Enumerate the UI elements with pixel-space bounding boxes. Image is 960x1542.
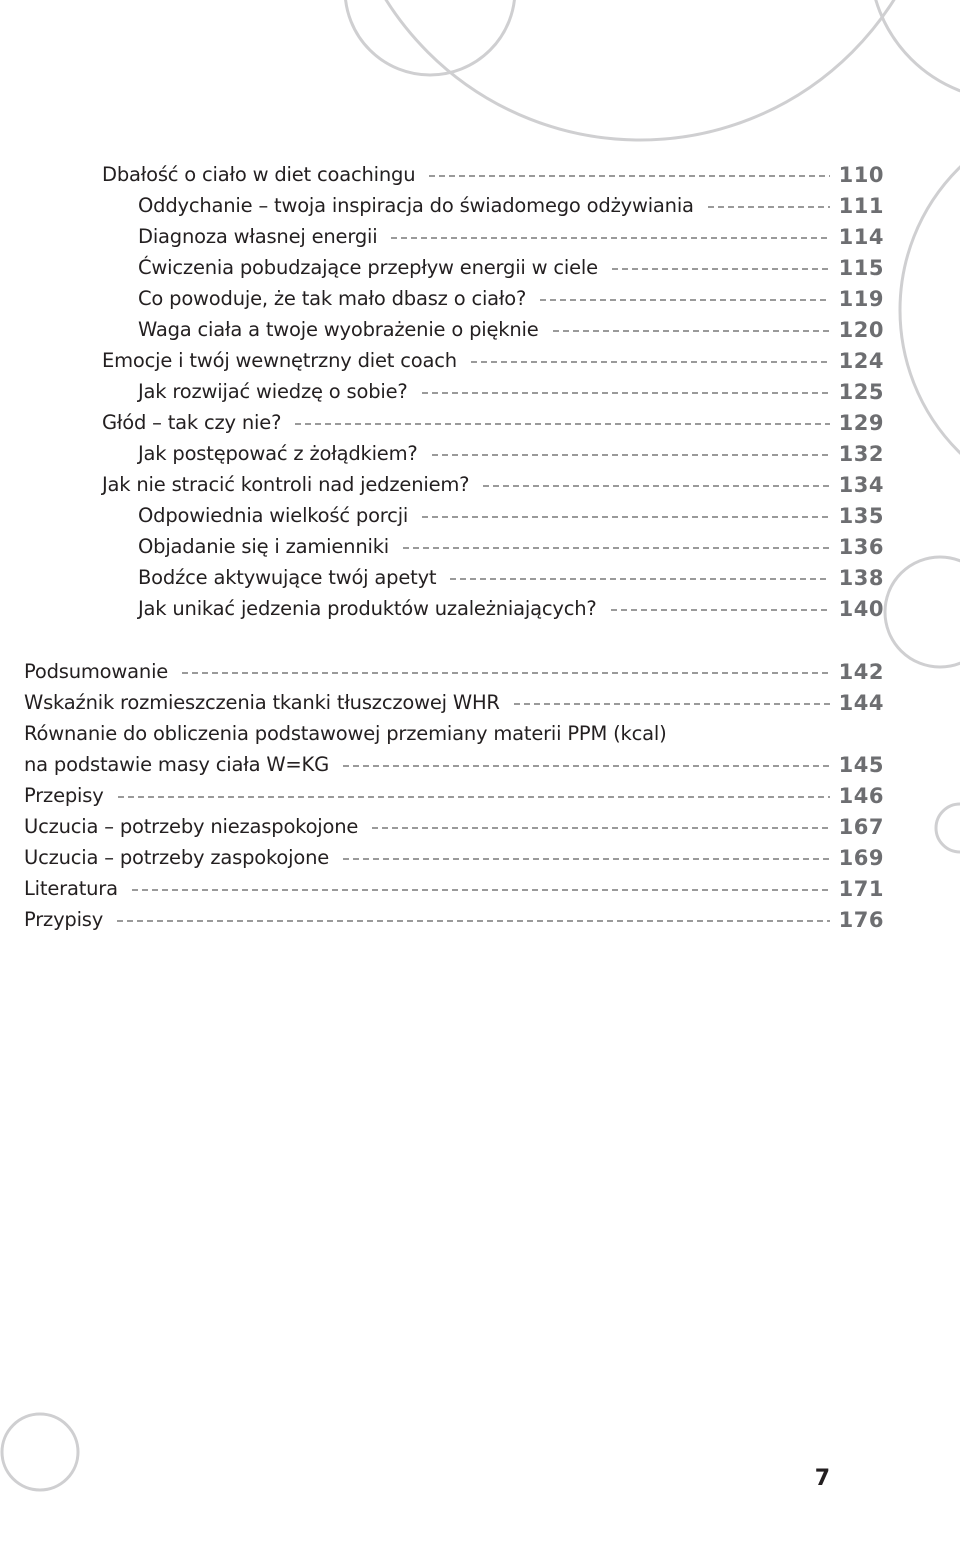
toc-entry-page: 138 <box>838 565 884 590</box>
leader-dots <box>471 361 830 363</box>
leader-dots <box>611 609 830 611</box>
toc-entry-page: 169 <box>838 845 884 870</box>
toc-entry-page: 119 <box>838 286 884 311</box>
toc-entry-page: 171 <box>838 876 884 901</box>
toc-entry-title: Przypisy <box>24 908 104 931</box>
toc-entry[interactable] <box>102 159 884 190</box>
leader-dots <box>343 765 830 767</box>
toc-entry[interactable] <box>24 749 884 780</box>
toc-entry-page: 132 <box>838 441 884 466</box>
toc-entry-title: Jak unikać jedzenia produktów uzależniających? <box>138 597 597 620</box>
toc-entry[interactable] <box>138 376 884 407</box>
toc-entry-title-line[interactable]: Równanie do obliczenia podstawowej przemiany materii PPM (kcal) <box>24 722 667 745</box>
toc-entry[interactable] <box>24 780 884 811</box>
leader-dots <box>118 796 830 798</box>
toc-entry-title: Diagnoza własnej energii <box>138 225 378 248</box>
leader-dots <box>403 547 830 549</box>
toc-entry-title: Emocje i twój wewnętrzny diet coach <box>102 349 457 372</box>
toc-entry-page: 136 <box>838 534 884 559</box>
circle-right-edge <box>900 110 960 510</box>
toc-entry[interactable] <box>24 656 884 687</box>
toc-entry[interactable] <box>138 314 884 345</box>
leader-dots <box>372 827 830 829</box>
toc-entry-title: Ćwiczenia pobudzające przepływ energii w ciele <box>138 256 598 279</box>
toc-entry-page: 135 <box>838 503 884 528</box>
toc-entry-title: Jak rozwijać wiedzę o sobie? <box>138 380 408 403</box>
toc-entry[interactable] <box>24 904 884 935</box>
leader-dots <box>514 703 830 705</box>
leader-dots <box>343 858 830 860</box>
toc-entry-page: 140 <box>838 596 884 621</box>
circle-top-small <box>345 0 515 75</box>
leader-dots <box>553 330 830 332</box>
toc-entry-title: Literatura <box>24 877 118 900</box>
toc-entry-title: Waga ciała a twoje wyobrażenie o pięknie <box>138 318 539 341</box>
toc-entry-page: 144 <box>838 690 884 715</box>
toc-entry[interactable] <box>138 283 884 314</box>
toc-entry-page: 114 <box>838 224 884 249</box>
toc-entry-page: 124 <box>838 348 884 373</box>
circle-top-large <box>340 0 940 140</box>
leader-dots <box>422 392 830 394</box>
circle-right-small <box>936 804 960 852</box>
toc-entry-title: Co powoduje, że tak mało dbasz o ciało? <box>138 287 527 310</box>
toc-entry-page: 146 <box>838 783 884 808</box>
toc-entry-title: Odpowiednia wielkość porcji <box>138 504 409 527</box>
page-number: 7 <box>814 1466 830 1491</box>
leader-dots <box>708 206 830 208</box>
toc-entry[interactable] <box>138 562 884 593</box>
toc-entry[interactable] <box>138 438 884 469</box>
toc-entry-title: Uczucia – potrzeby zaspokojone <box>24 846 330 869</box>
leader-dots <box>422 516 830 518</box>
toc-entry[interactable] <box>102 345 884 376</box>
toc-entry[interactable] <box>138 531 884 562</box>
toc-entry-title: Objadanie się i zamienniki <box>138 535 390 558</box>
toc-entry-title: Jak nie stracić kontroli nad jedzeniem? <box>102 473 470 496</box>
leader-dots <box>117 920 830 922</box>
toc-entry[interactable] <box>138 593 884 624</box>
toc-entry-title: Uczucia – potrzeby niezaspokojone <box>24 815 359 838</box>
toc-entry-page: 145 <box>838 752 884 777</box>
toc-entry[interactable] <box>102 469 884 500</box>
leader-dots <box>391 237 830 239</box>
toc-entry-page: 142 <box>838 659 884 684</box>
toc-entry-title: Podsumowanie <box>24 660 169 683</box>
toc-entry[interactable] <box>24 873 884 904</box>
toc-entry[interactable] <box>24 687 884 718</box>
toc-entry-title: Dbałość o ciało w diet coachingu <box>102 163 416 186</box>
toc-entry[interactable] <box>102 407 884 438</box>
toc-entry[interactable] <box>24 811 884 842</box>
toc-entry[interactable] <box>24 842 884 873</box>
leader-dots <box>132 889 830 891</box>
toc-entry[interactable] <box>138 252 884 283</box>
toc-entry-title: Głód – tak czy nie? <box>102 411 282 434</box>
leader-dots <box>432 454 830 456</box>
leader-dots <box>450 578 830 580</box>
toc-entry-page: 120 <box>838 317 884 342</box>
circle-right-mid <box>885 557 960 667</box>
toc-entry-page: 176 <box>838 907 884 932</box>
toc-entry-page: 111 <box>838 193 884 218</box>
toc-entry[interactable] <box>138 221 884 252</box>
toc-entry-page: 125 <box>838 379 884 404</box>
toc-entry[interactable] <box>138 190 884 221</box>
toc-entry-page: 110 <box>838 162 884 187</box>
leader-dots <box>540 299 830 301</box>
toc-entry-page: 167 <box>838 814 884 839</box>
toc-entry[interactable] <box>138 500 884 531</box>
toc-entry-page: 115 <box>838 255 884 280</box>
leader-dots <box>182 672 830 674</box>
leader-dots <box>483 485 830 487</box>
toc-entry-title: Wskaźnik rozmieszczenia tkanki tłuszczowej WHR <box>24 691 500 714</box>
circle-bottom-left <box>2 1414 78 1490</box>
toc-entry-title: na podstawie masy ciała W=KG <box>24 753 330 776</box>
toc-entry-title: Przepisy <box>24 784 104 807</box>
toc-entry-title: Bodźce aktywujące twój apetyt <box>138 566 437 589</box>
leader-dots <box>295 423 830 425</box>
toc-entry-title: Jak postępować z żołądkiem? <box>138 442 418 465</box>
toc-entry-page: 129 <box>838 410 884 435</box>
toc-entry-page: 134 <box>838 472 884 497</box>
toc-entry-title: Oddychanie – twoja inspiracja do świadomego odżywiania <box>138 194 694 217</box>
leader-dots <box>429 175 830 177</box>
leader-dots <box>612 268 830 270</box>
